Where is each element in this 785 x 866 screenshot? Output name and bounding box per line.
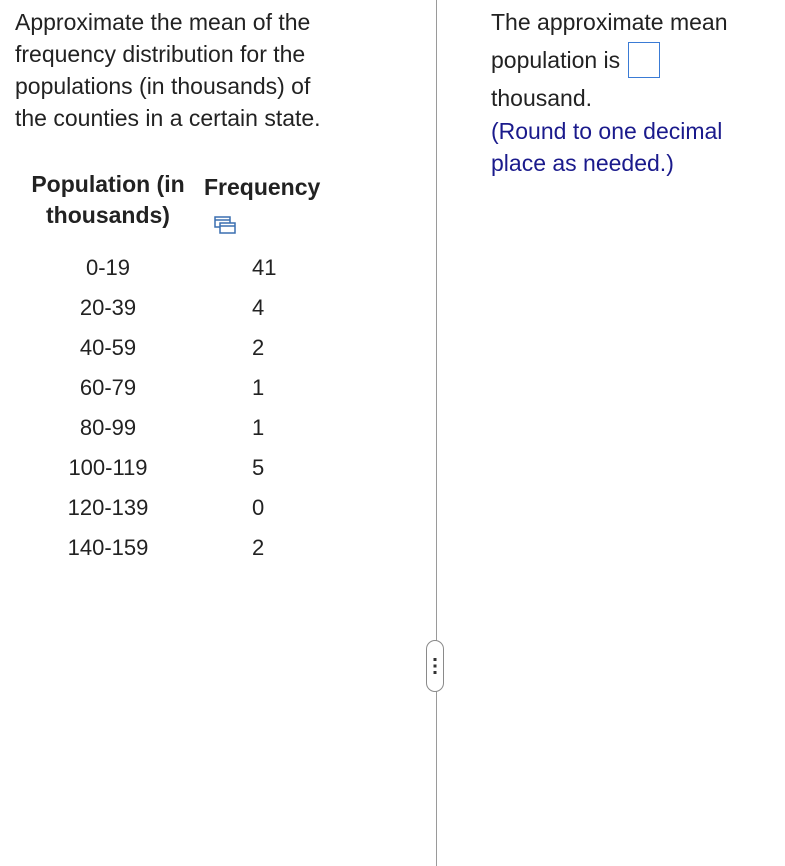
table-row [14, 234, 344, 288]
population-range-cell: 80-99 [79, 415, 137, 440]
population-header [14, 166, 202, 234]
answer-input[interactable] [628, 42, 660, 78]
table-row [14, 528, 344, 568]
frequency-cell: 0 [252, 495, 265, 520]
question-line: Approximate the mean of the [15, 9, 311, 35]
answer-text-line3: thousand. [491, 85, 593, 111]
table-row [14, 488, 344, 528]
population-range-cell: 140-159 [67, 535, 149, 560]
table-row [14, 368, 344, 408]
answer-prefix: population is [491, 47, 621, 73]
population-range-cell: 0-19 [85, 255, 131, 280]
table-row [14, 408, 344, 448]
population-range-cell: 120-139 [67, 495, 149, 520]
question-line: frequency distribution for the [15, 41, 306, 67]
population-range-cell: 100-119 [68, 455, 148, 480]
population-header-line1: Population (in [31, 171, 185, 197]
table-row [14, 328, 344, 368]
frequency-cell: 5 [252, 455, 265, 480]
answer-pane [491, 6, 776, 179]
pane-divider [436, 0, 437, 866]
more-dots-icon [432, 656, 438, 676]
pane-resize-handle[interactable] [426, 640, 444, 692]
hint-line1: (Round to one decimal [491, 118, 723, 144]
population-range-cell: 60-79 [79, 375, 137, 400]
copy-table-icon[interactable] [214, 211, 236, 229]
table-row [14, 288, 344, 328]
population-header-line2: thousands) [46, 202, 170, 228]
frequency-header-label: Frequency [204, 174, 321, 200]
rounding-hint [491, 115, 776, 179]
frequency-cell: 2 [252, 535, 265, 560]
copy-table-icon-graphic [214, 216, 236, 234]
frequency-cell: 2 [252, 335, 265, 360]
frequency-cell: 1 [252, 415, 265, 440]
table-header-row [14, 166, 344, 234]
question-text [15, 6, 415, 134]
population-range-cell: 40-59 [79, 335, 137, 360]
population-range-cell: 20-39 [79, 295, 137, 320]
frequency-cell: 41 [252, 255, 277, 280]
question-line: populations (in thousands) of [15, 73, 311, 99]
frequency-cell: 4 [252, 295, 265, 320]
table-row [14, 448, 344, 488]
answer-text-line2 [491, 39, 776, 81]
question-line: the counties in a certain state. [15, 105, 321, 131]
frequency-cell: 1 [252, 375, 265, 400]
answer-text-line1: The approximate mean [491, 9, 728, 35]
hint-line2: place as needed.) [491, 150, 674, 176]
frequency-table [14, 166, 344, 568]
frequency-header [202, 166, 344, 234]
